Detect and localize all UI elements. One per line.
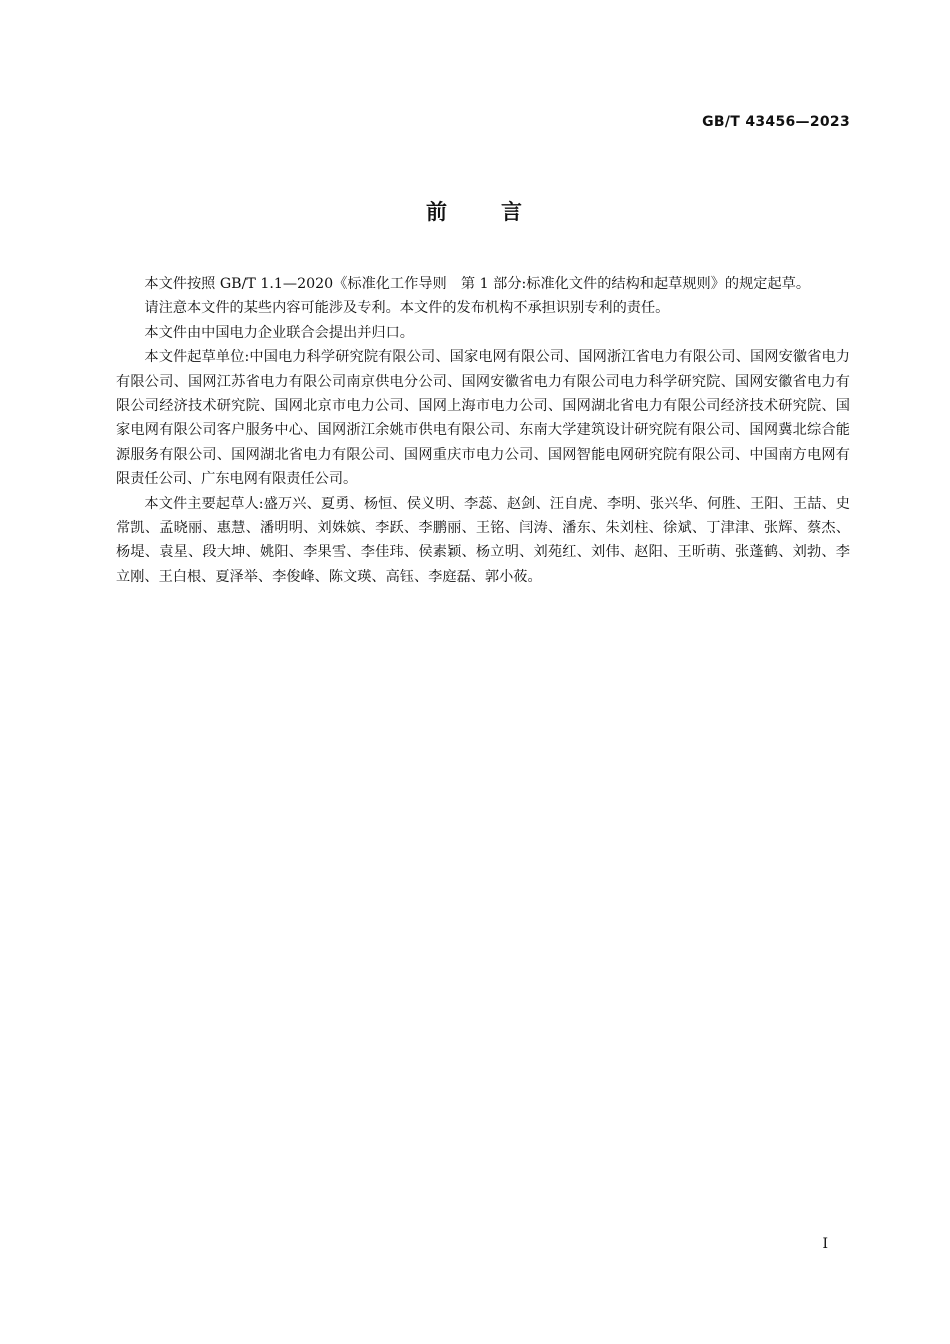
page-title-char-1: 前 xyxy=(426,200,449,224)
standard-number: GB/T 43456—2023 xyxy=(702,114,850,130)
paragraph-patent-notice: 请注意本文件的某些内容可能涉及专利。本文件的发布机构不承担识别专利的责任。 xyxy=(144,300,670,317)
foreword-body xyxy=(116,272,850,589)
paragraph-drafters: 本文件主要起草人:盛万兴、夏勇、杨恒、侯义明、李蕊、赵剑、汪自虎、李明、张兴华、何胜、王阳、王喆、史常凯、孟晓丽、惠慧、潘明明、刘姝嫔、李跃、李鹏丽、王铭、闫涛、潘东、朱刘柱、徐斌、丁津津、张辉、蔡杰、杨堤、袁星、段大坤、姚阳、李果雪、李佳玮、侯素颖、杨立明、刘苑红、刘伟、赵阳、王昕萌、张蓬鹤、刘勃、李立刚、王白根、夏泽举、李俊峰、陈文瑛、高钰、李庭磊、郭小莜。 xyxy=(116,495,850,585)
paragraph-drafting-units: 本文件起草单位:中国电力科学研究院有限公司、国家电网有限公司、国网浙江省电力有限公司、国网安徽省电力有限公司、国网江苏省电力有限公司南京供电分公司、国网安徽省电力有限公司电力科学研究院、国网安徽省电力有限公司经济技术研究院、国网北京市电力公司、国网上海市电力公司、国网湖北省电力有限公司经济技术研究院、国家电网有限公司客户服务中心、国网浙江余姚市供电有限公司、东南大学建筑设计研究院有限公司、国网冀北综合能源服务有限公司、国网湖北省电力有限公司、国网重庆市电力公司、国网智能电网研究院有限公司、中国南方电网有限责任公司、广东电网有限责任公司。 xyxy=(116,349,850,488)
paragraph-drafting-rules: 本文件按照 GB/T 1.1—2020《标准化工作导则 第 1 部分:标准化文件的结构和起草规则》的规定起草。 xyxy=(144,276,811,292)
page-title xyxy=(0,196,950,226)
paragraph-proposer: 本文件由中国电力企业联合会提出并归口。 xyxy=(144,324,414,341)
page-number: I xyxy=(822,1236,828,1252)
page-title-char-2: 言 xyxy=(501,200,524,224)
